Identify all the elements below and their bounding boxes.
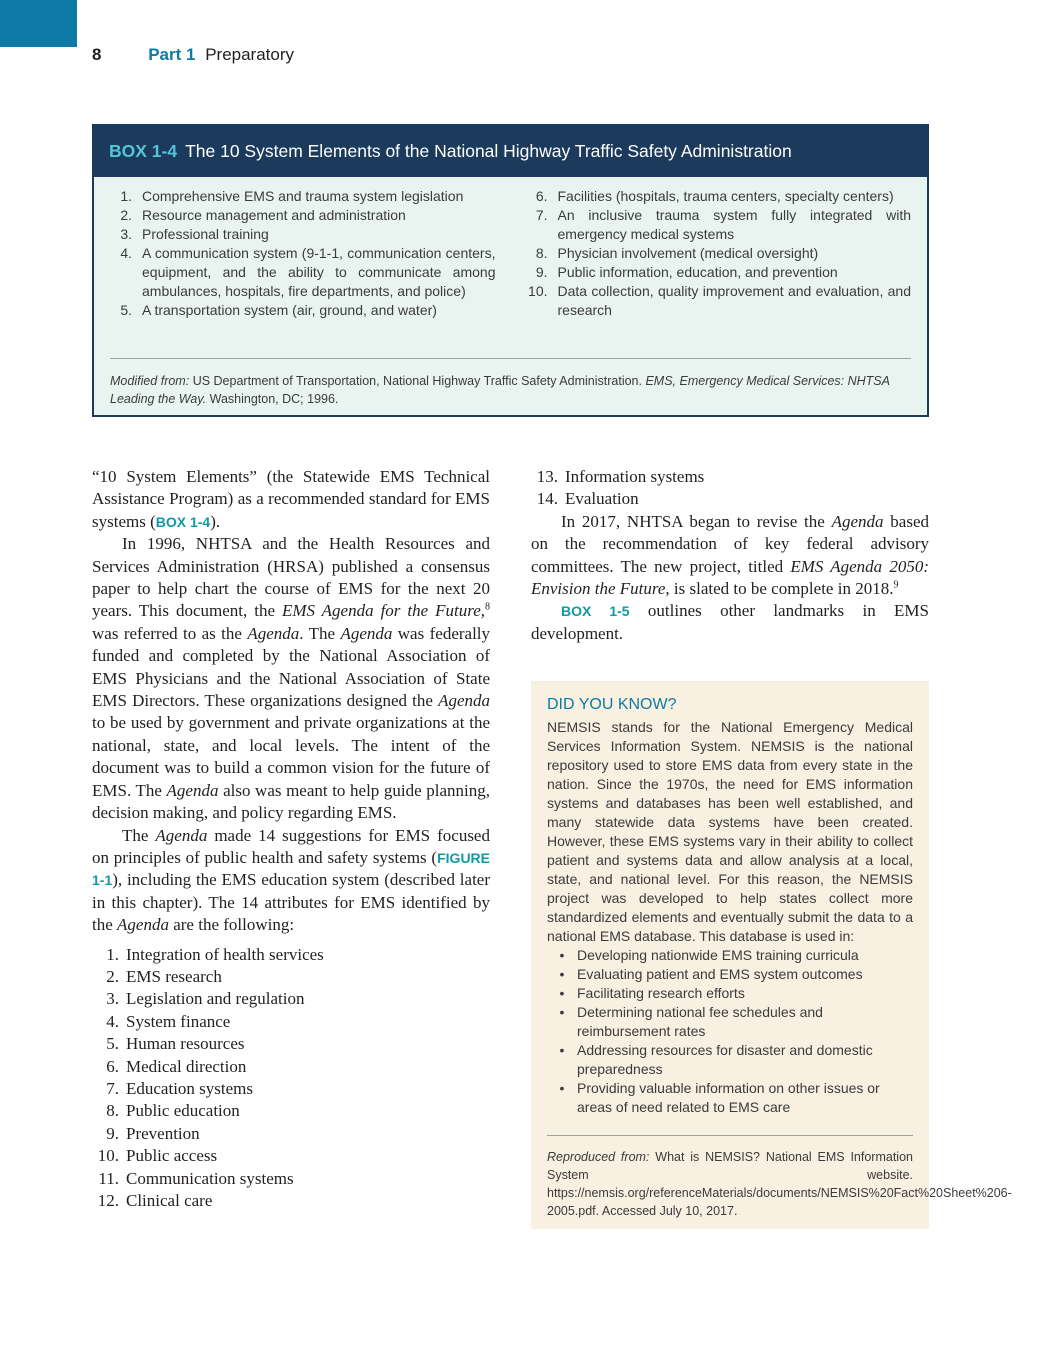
list-item	[524, 187, 912, 206]
list-item	[108, 187, 496, 206]
source-label: Modified from:	[110, 374, 190, 388]
did-you-know-box	[531, 681, 1012, 1229]
list-item-number: 4.	[120, 245, 132, 261]
list-item	[92, 1145, 490, 1167]
agenda-term: Agenda	[155, 825, 208, 845]
did-you-know-body: NEMSIS stands for the National Emergency Medical Services Information System. NEMSIS is the national repository used to store EMS data from every state in the nation. Since the 1970s, the need for EMS information systems and databases has been well established, and many statewide data systems have been created. However, these EMS systems vary in their ability to collect patient and systems data and allow analysis at a local, state, and national level. For this reason, the NEMSIS project was developed to help states collect more standardized elements and eventually submit the data to a national EMS database. This database is used in:	[547, 719, 913, 944]
list-item-text: Legislation and regulation	[126, 989, 305, 1009]
list-item-text: Evaluation	[565, 489, 639, 509]
paragraph-2	[92, 533, 490, 824]
source-tail: Washington, DC; 1996.	[209, 392, 339, 406]
part-title: Preparatory	[205, 45, 295, 64]
bullet-icon: •	[559, 985, 565, 1001]
bullet-icon: •	[559, 1042, 565, 1058]
list-item-text: Clinical care	[126, 1191, 213, 1210]
list-item-text: Integration of health services	[126, 944, 324, 964]
list-item-number: 3.	[106, 989, 119, 1009]
text: to be used by government and private organizations at the national, state, and local levels. The intent of the document was to build a common vision for the future of EMS. The	[92, 713, 490, 800]
bullet-text: Evaluating patient and EMS system outcomes	[577, 966, 863, 982]
list-item	[108, 244, 496, 301]
list-item	[108, 206, 496, 225]
list-item-text: System finance	[126, 1011, 231, 1031]
did-you-know-divider	[547, 1135, 913, 1136]
list-item-text: Medical direction	[126, 1056, 247, 1076]
box-1-4-number: BOX 1-4	[109, 141, 178, 161]
box-1-5-link[interactable]: BOX 1-5	[561, 603, 630, 620]
list-item	[524, 244, 912, 263]
list-item	[531, 488, 929, 510]
list-item-number: 3.	[120, 226, 132, 242]
list-item-text: Physician involvement (medical oversight)	[557, 245, 819, 261]
list-item-text: Public education	[126, 1101, 240, 1121]
list-item	[92, 1123, 490, 1145]
list-item	[92, 1168, 490, 1190]
attributes-list	[92, 944, 490, 1213]
corner-tab	[0, 0, 77, 47]
text: The	[122, 825, 156, 845]
list-item-text: Data collection, quality improvement and evaluation, and research	[557, 283, 911, 318]
bullet-item	[547, 1003, 913, 1041]
list-item	[92, 1011, 490, 1033]
bullet-icon: •	[559, 1004, 565, 1020]
bullet-icon: •	[559, 1080, 565, 1096]
list-item-number: 7.	[106, 1078, 119, 1098]
footnote-ref-9[interactable]: 9	[893, 579, 899, 591]
agenda-term: Agenda	[117, 915, 169, 935]
list-item-number: 11.	[98, 1168, 119, 1188]
left-column	[92, 466, 490, 1212]
source-title: EMS, Emergency Medical Services: NHTSA Leading the Way.	[110, 374, 890, 406]
list-item-text: Information systems	[565, 467, 705, 486]
right-column	[531, 466, 929, 645]
paragraph-1	[92, 466, 490, 533]
paragraph-4	[531, 511, 929, 601]
list-item-text: Professional training	[142, 226, 269, 242]
text: In 2017, NHTSA began to revise the	[561, 511, 832, 531]
box-1-4	[92, 124, 929, 417]
list-item-text: Comprehensive EMS and trauma system legislation	[142, 188, 464, 204]
list-item-text: Prevention	[126, 1123, 200, 1143]
bullet-text: Facilitating research efforts	[577, 985, 745, 1001]
list-item-number: 9.	[535, 264, 548, 280]
agenda-term: Agenda	[166, 780, 219, 800]
box-1-4-link[interactable]: BOX 1-4	[155, 513, 211, 530]
text: outlines other landmarks in EMS development.	[531, 601, 929, 643]
list-item-number: 10.	[97, 1146, 119, 1166]
list-item-text: Education systems	[126, 1078, 254, 1098]
list-item-number: 9.	[106, 1123, 119, 1143]
agenda-title: EMS Agenda for the Future,	[281, 601, 485, 621]
box-1-4-header	[94, 126, 927, 177]
list-item	[524, 282, 912, 320]
bullet-item	[547, 965, 913, 984]
bullet-item	[547, 1079, 913, 1117]
bullet-icon: •	[559, 966, 565, 982]
list-item-text: An inclusive trauma system fully integrated with emergency medical systems	[557, 207, 911, 242]
paragraph-3	[92, 825, 490, 937]
source-text: US Department of Transportation, National Highway Traffic Safety Administration.	[192, 374, 642, 388]
list-item	[92, 1033, 490, 1055]
list-item-number: 2.	[106, 966, 119, 986]
box-1-4-right-list	[496, 187, 912, 320]
list-item	[92, 966, 490, 988]
agenda-term: Agenda	[831, 511, 884, 531]
list-item-text: Communication systems	[126, 1168, 294, 1188]
box-1-4-title: The 10 System Elements of the National Highway Traffic Safety Administration	[185, 141, 792, 161]
did-you-know-bullets	[547, 946, 913, 1117]
list-item-text: Public access	[126, 1146, 218, 1166]
box-1-4-divider	[110, 358, 911, 359]
list-item	[92, 988, 490, 1010]
list-item	[92, 1190, 490, 1212]
bullet-text: Providing valuable information on other issues or areas of need related to EMS care	[577, 1080, 880, 1115]
bullet-item	[547, 946, 913, 965]
text: “10 System Elements” (the Statewide EMS Technical Assistance Program) as a recommended standard for EMS systems (	[92, 467, 490, 531]
agenda-2050-title: EMS Agenda 2050: Envision the Future	[531, 556, 929, 599]
list-item-number: 5.	[106, 1034, 119, 1054]
list-item-number: 2.	[120, 207, 132, 223]
footnote-ref-8[interactable]: 8	[485, 601, 490, 613]
box-1-4-columns	[94, 177, 927, 320]
figure-1-1-link[interactable]: FIGURE 1-1	[92, 849, 490, 889]
text: In 1996, NHTSA and the Health Resources and Services Administration (HRSA) published a consensus paper to help chart the course of EMS for the next 20 years. This document, the	[92, 534, 490, 621]
list-item-number: 5.	[120, 302, 132, 318]
list-item-number: 10.	[528, 283, 548, 299]
list-item-number: 6.	[106, 1056, 119, 1076]
text: based on the recommendation of key federal advisory committees. The new project, titled	[531, 511, 929, 576]
bullet-item	[547, 1041, 913, 1079]
list-item	[524, 263, 912, 282]
box-1-4-source	[110, 372, 911, 408]
list-item-number: 4.	[106, 1011, 119, 1031]
list-item	[524, 206, 912, 244]
text: , is slated to be complete in 2018.	[665, 579, 894, 599]
bullet-text: Addressing resources for disaster and domestic preparedness	[577, 1042, 873, 1077]
list-item-number: 14.	[536, 489, 558, 509]
list-item-number: 1.	[120, 188, 132, 204]
list-item	[92, 1078, 490, 1100]
agenda-term: Agenda	[247, 623, 300, 643]
list-item-number: 13.	[536, 467, 558, 486]
list-item-number: 8.	[106, 1101, 119, 1121]
agenda-term: Agenda	[438, 691, 490, 711]
did-you-know-title: DID YOU KNOW?	[547, 696, 677, 713]
text: made 14 suggestions for EMS focused on principles of public health and safety systems (	[92, 825, 490, 867]
list-item	[108, 225, 496, 244]
bullet-item	[547, 984, 913, 1003]
paragraph-5	[531, 600, 929, 645]
list-item	[92, 1056, 490, 1078]
text: also was meant to help guide planning, decision making, and policy regarding EMS.	[92, 780, 490, 823]
list-item-text: A transportation system (air, ground, and water)	[142, 302, 437, 318]
list-item-text: EMS research	[126, 966, 222, 986]
list-item-text: A communication system (9-1-1, communication centers, equipment, and the ability to communicate among ambulances, hospitals, fire departments, and police)	[142, 245, 496, 299]
agenda-term: Agenda	[340, 623, 393, 643]
bullet-text: Determining national fee schedules and reimbursement rates	[577, 1004, 823, 1039]
text: ), including the EMS education system (described later in this chapter). The 14 attributes for EMS identified by the	[92, 870, 490, 935]
list-item-number: 8.	[535, 245, 548, 261]
text: . The	[299, 623, 341, 643]
source-text: What is NEMSIS? National EMS Information System website. https://nemsis.org/referenceMaterials/documents/NEMSIS%20Fact%20Sheet%206-2005.pdf. Accessed July 10, 2017.	[547, 1150, 1012, 1218]
list-item	[108, 301, 496, 320]
text: was federally funded and completed by the National Association of EMS Physicians and the National Association of State EMS Directors. These organizations designed the	[92, 623, 491, 711]
attributes-list-continued	[531, 466, 929, 511]
list-item-text: Facilities (hospitals, trauma centers, specialty centers)	[557, 188, 894, 204]
list-item-text: Resource management and administration	[142, 207, 406, 223]
part-label: Part 1	[148, 45, 196, 64]
box-1-4-left-list	[108, 187, 496, 320]
list-item	[92, 1100, 490, 1122]
bullet-text: Developing nationwide EMS training curricula	[577, 947, 859, 963]
text: ).	[210, 511, 221, 531]
running-head	[92, 45, 294, 65]
list-item-number: 12.	[97, 1191, 119, 1210]
list-item	[92, 944, 490, 966]
bullet-icon: •	[559, 947, 565, 963]
text: was referred to as the	[92, 623, 248, 643]
list-item	[531, 466, 929, 488]
text: are the following:	[168, 915, 295, 935]
list-item-number: 6.	[535, 188, 548, 204]
list-item-text: Public information, education, and prevention	[557, 264, 838, 280]
did-you-know-source	[547, 1148, 1012, 1220]
list-item-number: 7.	[535, 207, 548, 223]
list-item-text: Human resources	[126, 1034, 245, 1054]
page-number: 8	[92, 45, 102, 64]
source-label: Reproduced from:	[547, 1150, 650, 1164]
list-item-number: 1.	[106, 944, 119, 964]
